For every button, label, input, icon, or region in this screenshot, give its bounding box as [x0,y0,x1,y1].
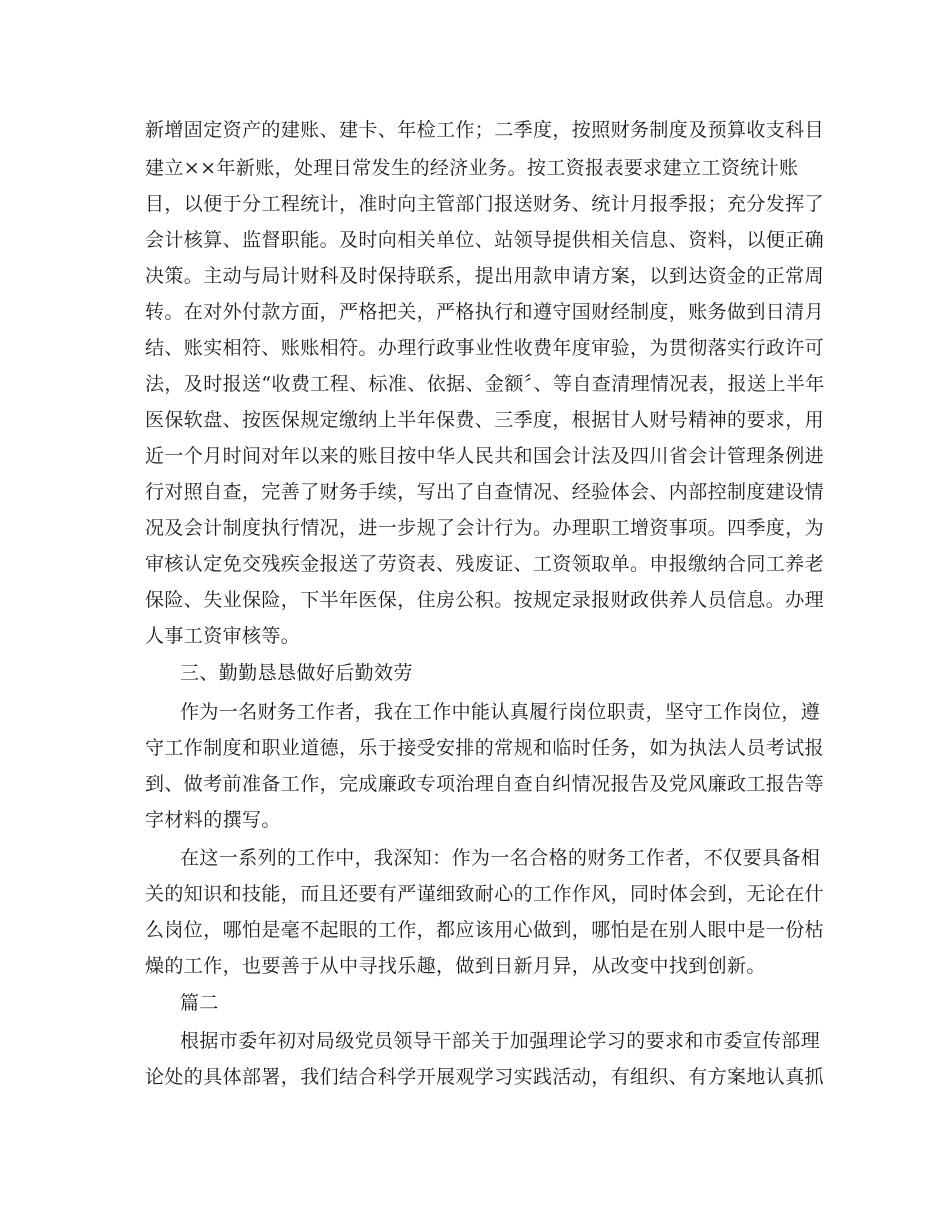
text-line: 新增固定资产的建账、建卡、年检工作；二季度，按照财务制度及预算收支科目 [145,119,825,141]
text-line: 在这一系列的工作中，我深知：作为一名合格的财务工作者，不仅要具备相 [180,847,821,869]
text-line: 作为一名财务工作者，我在工作中能认真履行岗位职责，坚守工作岗位，遵 [180,701,821,723]
text-line: 人事工资审核等。 [145,625,301,647]
text-line: 字材料的撰写。 [145,809,281,831]
text-line: 守工作制度和职业道德，乐于接受安排的常规和临时任务，如为执法人员考试报 [145,737,825,759]
text-line: 保险、失业保险，下半年医保，住房公积。按规定录报财政供养人员信息。办理 [145,589,825,611]
text-line: 会计核算、监督职能。及时向相关单位、站领导提供相关信息、资料，以便正确 [145,229,825,251]
text-line: 建立××年新账，处理日常发生的经济业务。按工资报表要求建立工资统计账 [145,157,799,179]
text-line: 论处的具体部署，我们结合科学开展观学习实践活动，有组织、有方案地认真抓 [145,1066,825,1088]
text-line: 转。在对外付款方面，严格把关，严格执行和遵守国财经制度，账务做到日清月 [145,301,825,323]
text-line: 况及会计制度执行情况，进一步规了会计行为。办理职工增资事项。四季度，为 [145,517,825,539]
text-line: 根据市委年初对局级党员领导干部关于加强理论学习的要求和市委宣传部理 [180,1030,821,1052]
section-heading: 篇二 [180,992,219,1014]
text-line: 关的知识和技能，而且还要有严谨细致耐心的工作作风，同时体会到，无论在什 [145,883,825,905]
text-line: 么岗位，哪怕是毫不起眼的工作，都应该用心做到，哪怕是在别人眼中是一份枯 [145,919,825,941]
text-line: 目，以便于分工程统计，准时向主管部门报送财务、统计月报季报；充分发挥了 [145,193,825,215]
text-line: 行对照自查，完善了财务手续，写出了自查情况、经验体会、内部控制度建设情 [145,481,825,503]
text-line: 法，及时报送“收费工程、标准、依据、金额〞、等自查清理情况表，报送上半年 [145,373,825,395]
text-line: 医保软盘、按医保规定缴纳上半年保费、三季度，根据甘人财号精神的要求，用 [145,409,825,431]
section-heading: 三、勤勤恳恳做好后勤效劳 [180,662,413,684]
text-line: 近一个月时间对年以来的账目按中华人民共和国会计法及四川省会计管理条例进 [145,445,825,467]
text-line: 到、做考前准备工作，完成廉政专项治理自查自纠情况报告及党风廉政工报告等 [145,773,825,795]
text-line: 决策。主动与局计财科及时保持联系，提出用款申请方案，以到达资金的正常周 [145,265,825,287]
text-line: 结、账实相符、账账相符。办理行政事业性收费年度审验，为贯彻落实行政许可 [145,337,825,359]
text-line: 燥的工作，也要善于从中寻找乐趣，做到日新月异，从改变中找到创新。 [145,955,766,977]
text-line: 审核认定免交残疾金报送了劳资表、残废证、工资领取单。申报缴纳合同工养老 [145,553,825,575]
